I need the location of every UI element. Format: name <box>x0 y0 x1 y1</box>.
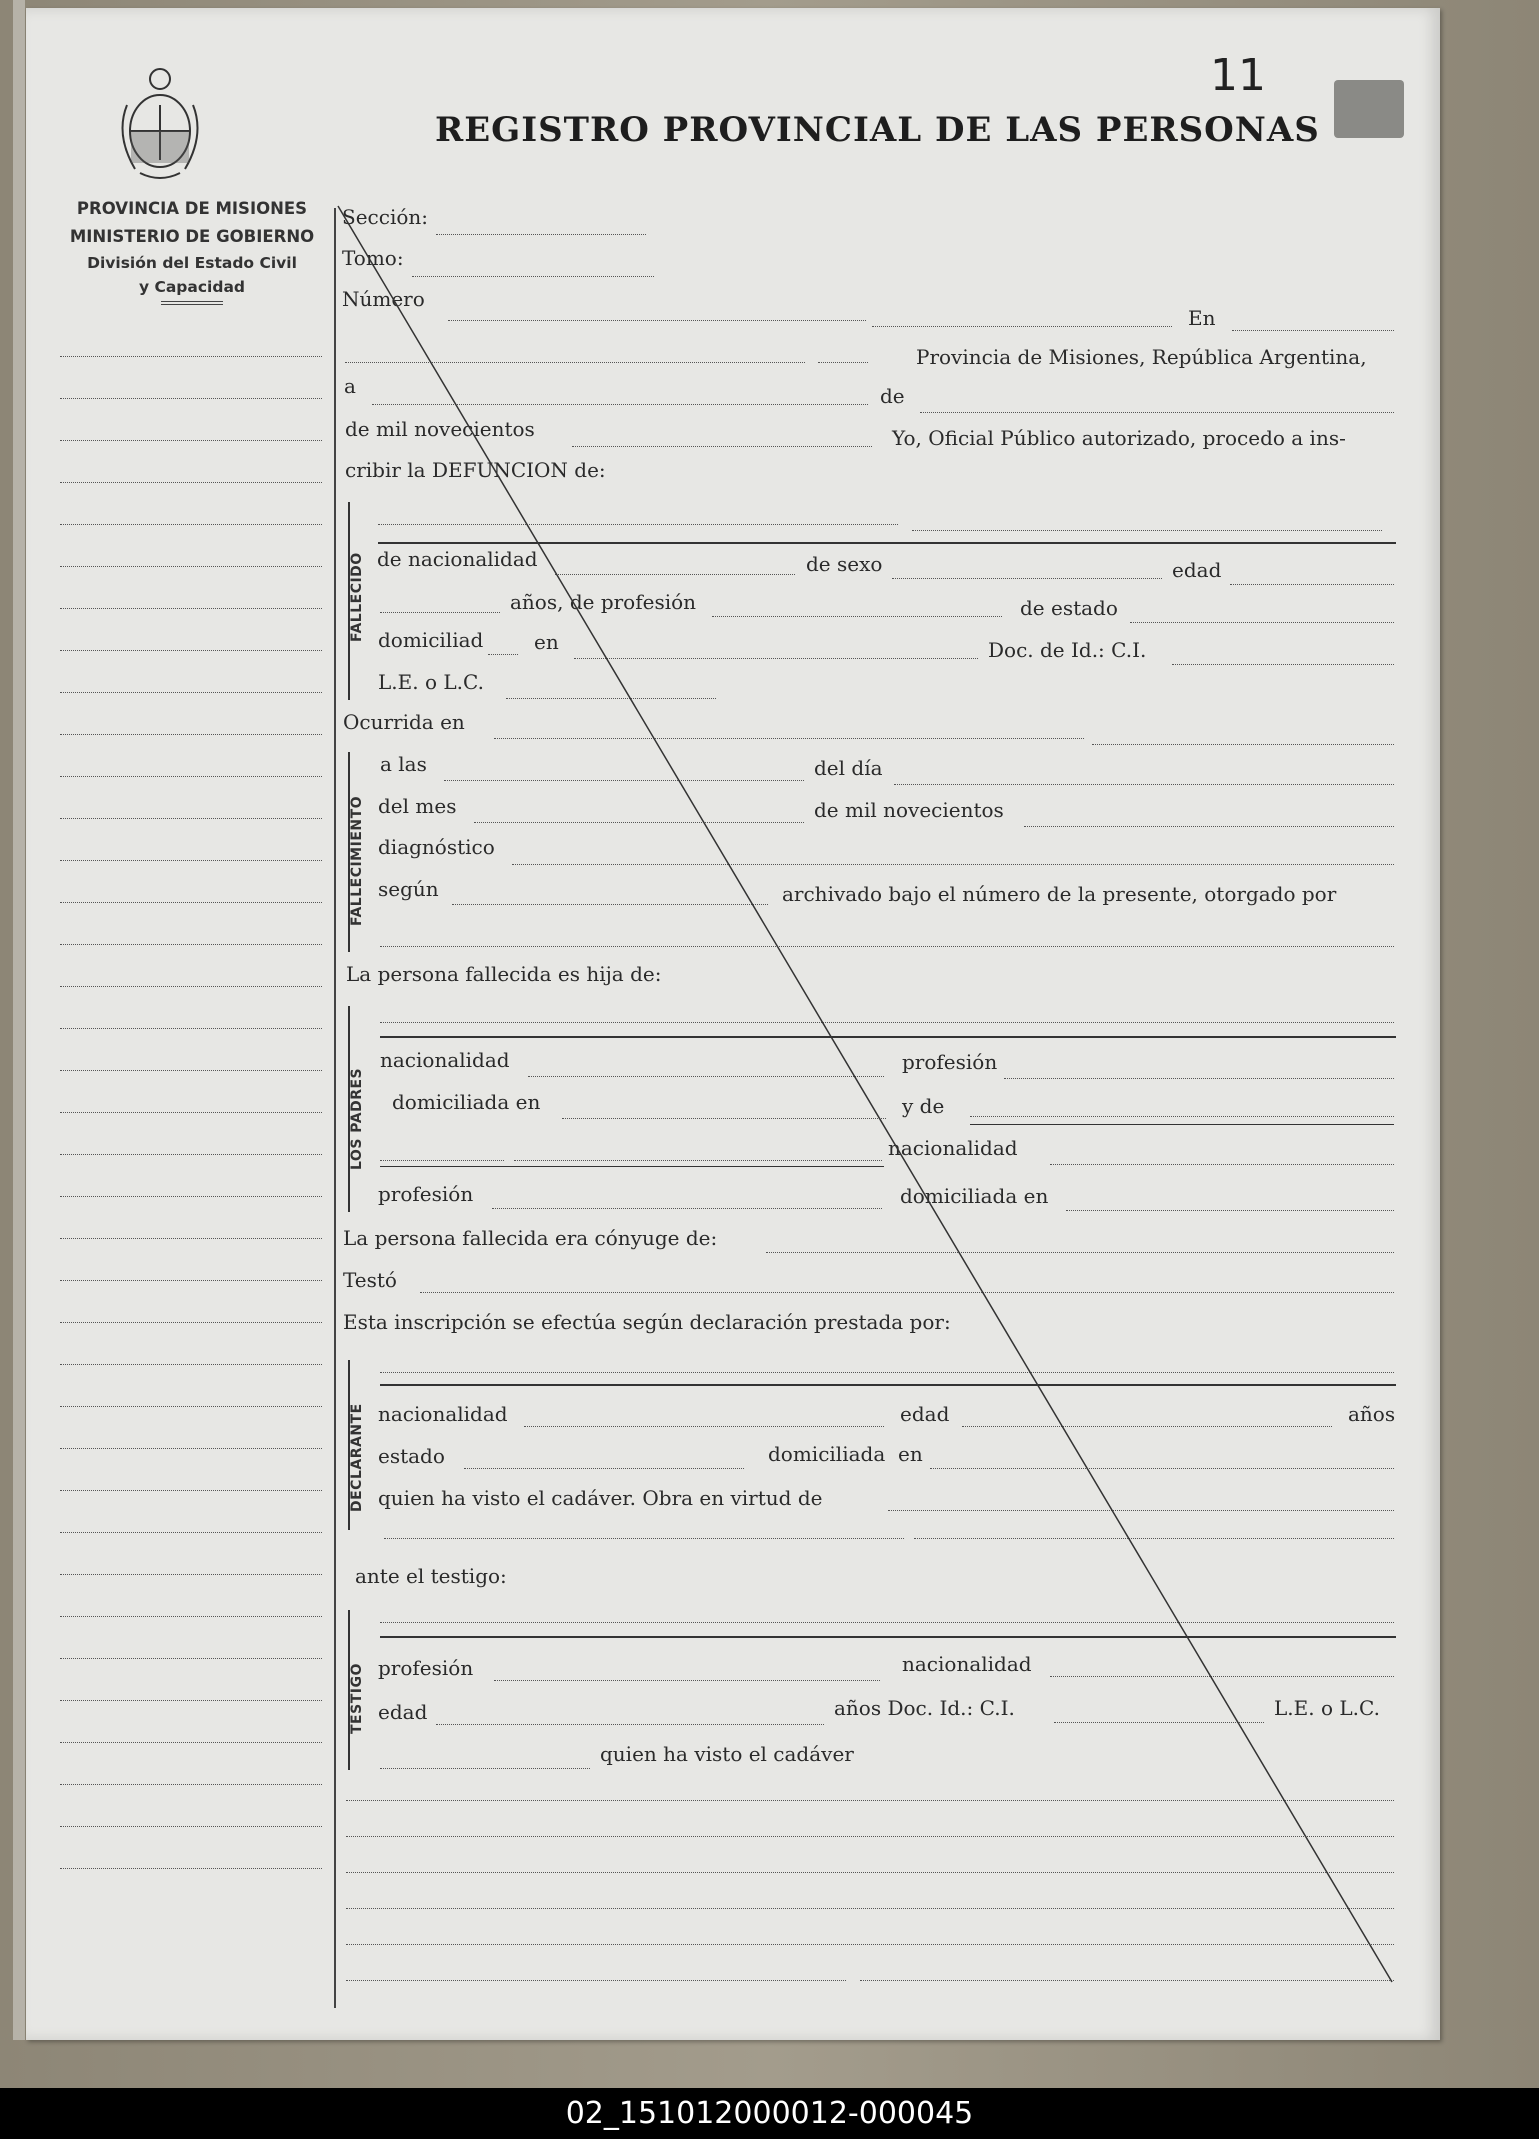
madre-profesion-label: profesión <box>378 1182 474 1206</box>
en-label-2: en <box>534 630 559 654</box>
a-label: a <box>344 374 356 398</box>
madre-domiciliada-label: domiciliada en <box>900 1184 1049 1208</box>
inscribir-text: cribir la DEFUNCION de: <box>345 458 606 482</box>
le-lc-label: L.E. o L.C. <box>378 670 484 694</box>
doc-label: Doc. de Id.: C.I. <box>988 638 1147 662</box>
ministry-name: MINISTERIO DE GOBIERNO <box>69 227 315 246</box>
declarante-anios-label: años <box>1348 1402 1396 1426</box>
fallecimiento-section-label: FALLECIMIENTO <box>349 795 365 926</box>
division-name: División del Estado Civil <box>87 254 297 272</box>
testo-label: Testó <box>343 1268 397 1292</box>
declarante-estado-label: estado <box>378 1444 445 1468</box>
y-de-label: y de <box>902 1094 945 1118</box>
madre-nacionalidad-label: nacionalidad <box>888 1136 1018 1160</box>
testigo-cadaver-text: quien ha visto el cadáver <box>600 1742 854 1766</box>
nacionalidad-label: de nacionalidad <box>377 547 538 571</box>
de-mil-novecientos-label: de mil novecientos <box>814 798 1004 822</box>
oficial-text: Yo, Oficial Público autorizado, procedo a ins- <box>892 426 1346 450</box>
del-dia-label: del día <box>814 756 883 780</box>
domiciliad-label: domiciliad <box>378 628 484 652</box>
testigo-doc-label: años Doc. Id.: C.I. <box>834 1696 1015 1720</box>
declarante-domiciliada-label: domiciliada <box>768 1442 886 1466</box>
image-caption: 02_151012000012-000045 <box>0 2088 1539 2139</box>
testigo-nacionalidad-label: nacionalidad <box>902 1652 1032 1676</box>
testigo-section-label: TESTIGO <box>349 1663 365 1734</box>
capacity-name: y Capacidad <box>138 278 246 296</box>
del-mes-label: del mes <box>378 794 457 818</box>
padres-section-label: LOS PADRES <box>349 1067 365 1170</box>
hija-de-text: La persona fallecida es hija de: <box>346 962 662 986</box>
a-las-label: a las <box>380 752 427 776</box>
padre-nacionalidad-label: nacionalidad <box>380 1048 510 1072</box>
en-label: En <box>1188 306 1216 330</box>
padre-domiciliada-label: domiciliada en <box>392 1090 541 1114</box>
segun-label: según <box>378 877 439 901</box>
declarante-en-label: en <box>898 1442 923 1466</box>
declarante-edad-label: edad <box>900 1402 950 1426</box>
sexo-label: de sexo <box>806 552 883 576</box>
profesion-label: años, de profesión <box>510 590 697 614</box>
padre-profesion-label: profesión <box>902 1050 998 1074</box>
archivado-text: archivado bajo el número de la presente, otorgado por <box>782 882 1337 906</box>
testigo-le-lc-label: L.E. o L.C. <box>1274 1696 1380 1720</box>
testigo-profesion-label: profesión <box>378 1656 474 1680</box>
provincia-label: Provincia de Misiones, República Argentina, <box>916 345 1367 369</box>
de-mil-label: de mil novecientos <box>345 417 535 441</box>
diagnostico-label: diagnóstico <box>378 835 495 859</box>
conyuge-label: La persona fallecida era cónyuge de: <box>343 1226 718 1250</box>
estado-label: de estado <box>1020 596 1118 620</box>
fallecido-section-label: FALLECIDO <box>349 552 365 642</box>
declarante-section-label: DECLARANTE <box>349 1403 365 1512</box>
province-name: PROVINCIA DE MISIONES <box>76 199 308 218</box>
numero-label: Número <box>342 287 425 311</box>
de-label: de <box>880 384 905 408</box>
page-title: REGISTRO PROVINCIAL DE LAS PERSONAS <box>435 110 1320 150</box>
ante-testigo-text: ante el testigo: <box>355 1564 507 1588</box>
edad-label: edad <box>1172 558 1222 582</box>
declaracion-text: Esta inscripción se efectúa según declaración prestada por: <box>343 1310 951 1334</box>
ocurrida-label: Ocurrida en <box>343 710 465 734</box>
page-number: 11 <box>1210 50 1266 101</box>
declarante-nacionalidad-label: nacionalidad <box>378 1402 508 1426</box>
tomo-label: Tomo: <box>342 246 404 270</box>
seccion-label: Sección: <box>342 205 428 229</box>
declarante-cadaver-text: quien ha visto el cadáver. Obra en virtud de <box>378 1486 823 1510</box>
testigo-edad-label: edad <box>378 1700 428 1724</box>
